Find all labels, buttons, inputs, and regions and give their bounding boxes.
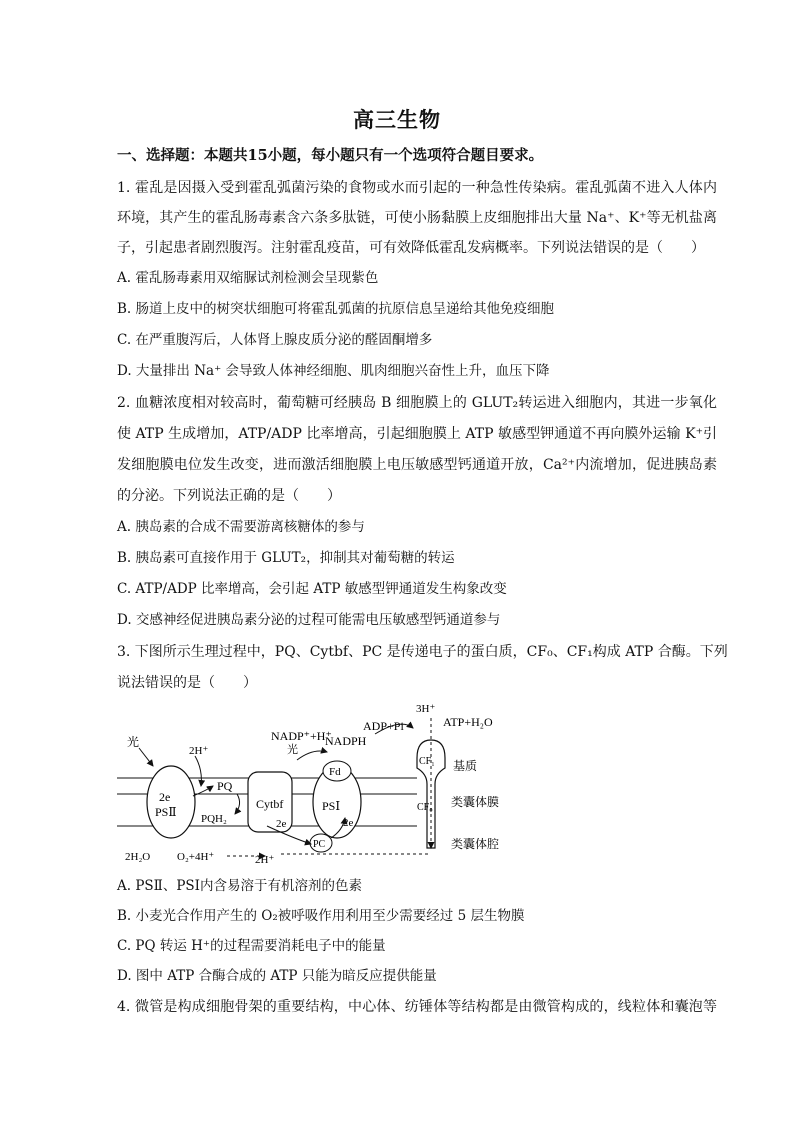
ps1-e-label: 2e [343,817,354,829]
q2-option-d: D. 交感神经促进胰岛素分泌的过程可能需电压敏感型钙通道参与 [117,612,501,628]
stroma-label: 基质 [453,759,478,773]
light-left-label: 光 [127,735,140,749]
lumen-label: 类囊体腔 [451,837,500,851]
ps1-label: PSⅠ [322,799,341,813]
q1-line-2: 环境，其产生的霍乱肠毒素含六条多肽链，可使小肠黏膜上皮细胞排出大量 Na⁺、K⁺等无机盐离 [117,210,717,226]
q3-option-b: B. 小麦光合作用产生的 O₂被呼吸作用利用至少需要经过 5 层生物膜 [117,908,525,924]
h2o-label: 2H₂O [125,851,151,863]
q3-line-1: 3. 下图所示生理过程中，PQ、Cytbf、PC 是传递电子的蛋白质，CF₀、CF₁构成 ATP 合酶。下列 [117,644,728,660]
q2-option-b: B. 胰岛素可直接作用于 GLUT₂，抑制其对葡萄糖的转运 [117,550,455,566]
atp-label: ATP+H₂O [443,715,493,729]
h3-label: 3H⁺ [416,703,436,715]
o2-label: O₂+4H⁺ [177,851,215,863]
q2-line-3: 发细胞膜电位发生改变，进而激活细胞膜上电压敏感型钙通道开放，Ca²⁺内流增加，促进胰岛素 [117,457,717,473]
membrane-label: 类囊体膜 [451,795,500,809]
pc-label: PC [313,839,326,850]
q1-option-b: B. 肠道上皮中的树突状细胞可将霍乱弧菌的抗原信息呈递给其他免疫细胞 [117,301,555,317]
pq-label: PQ [217,779,233,793]
adp-label: ADP+Pi [363,719,404,733]
q1-option-c: C. 在严重腹泻后，人体肾上腺皮质分泌的醛固酮增多 [117,332,433,348]
ps2-e-label: 2e [159,790,171,804]
nadph-label: NADPH [325,734,367,748]
pqh2-label: PQH₂ [201,813,227,825]
q4-line-1: 4. 微管是构成细胞骨架的重要结构，中心体、纺锤体等结构都是由微管构成的，线粒体和囊泡等 [117,999,717,1015]
q3-option-d: D. 图中 ATP 合酶合成的 ATP 只能为暗反应提供能量 [117,968,437,984]
q3-option-c: C. PQ 转运 H⁺的过程需要消耗电子中的能量 [117,938,386,954]
light-mid-label: 光 [287,744,298,756]
q2-line-1: 2. 血糖浓度相对较高时，葡萄糖可经胰岛 B 细胞膜上的 GLUT₂转运进入细胞内，其进一步氧化 [117,395,717,411]
ps2-complex [147,766,195,838]
h2-top-label: 2H⁺ [189,745,209,757]
q2-option-a: A. 胰岛素的合成不需要游离核糖体的参与 [117,519,365,535]
q1-line-1: 1. 霍乱是因摄入受到霍乱弧菌污染的食物或水而引起的一种急性传染病。霍乱弧菌不进入人体内 [117,180,717,196]
section-heading: 一、选择题：本题共15小题，每小题只有一个选项符合题目要求。 [117,147,544,164]
cf0-label: CF₀ [417,802,433,813]
cf1-label: CF₁ [419,756,435,767]
fd-label: Fd [329,766,341,778]
q2-line-2: 使 ATP 生成增加，ATP/ADP 比率增高，引起细胞膜上 ATP 敏感型钾通道不再向膜外运输 K⁺引 [117,426,717,442]
q1-option-d: D. 大量排出 Na⁺ 会导致人体神经细胞、肌肉细胞兴奋性上升，血压下降 [117,363,550,379]
cytbf-label: Cytbf [256,797,284,811]
h2-bottom-label: 2H⁺ [255,854,275,866]
nadp-label: NADP⁺+H⁺ [271,729,332,743]
q3-option-a: A. PSⅡ、PSⅠ内含易溶于有机溶剂的色素 [117,878,363,894]
q1-line-3: 子，引起患者剧烈腹泻。注射霍乱疫苗，可有效降低霍乱发病概率。下列说法错误的是（ ） [117,240,705,256]
q2-line-4: 的分泌。下列说法正确的是（ ） [117,488,341,504]
q2-option-c: C. ATP/ADP 比率增高，会引起 ATP 敏感型钾通道发生构象改变 [117,581,507,597]
page-title: 高三生物 [353,107,441,132]
ps2-label: PSⅡ [155,805,177,819]
q3-line-2: 说法错误的是（ ） [117,675,257,691]
thylakoid-diagram [117,698,687,866]
q1-option-a: A. 霍乱肠毒素用双缩脲试剂检测会呈现紫色 [117,270,379,286]
cytbf-e-label: 2e [276,818,287,830]
